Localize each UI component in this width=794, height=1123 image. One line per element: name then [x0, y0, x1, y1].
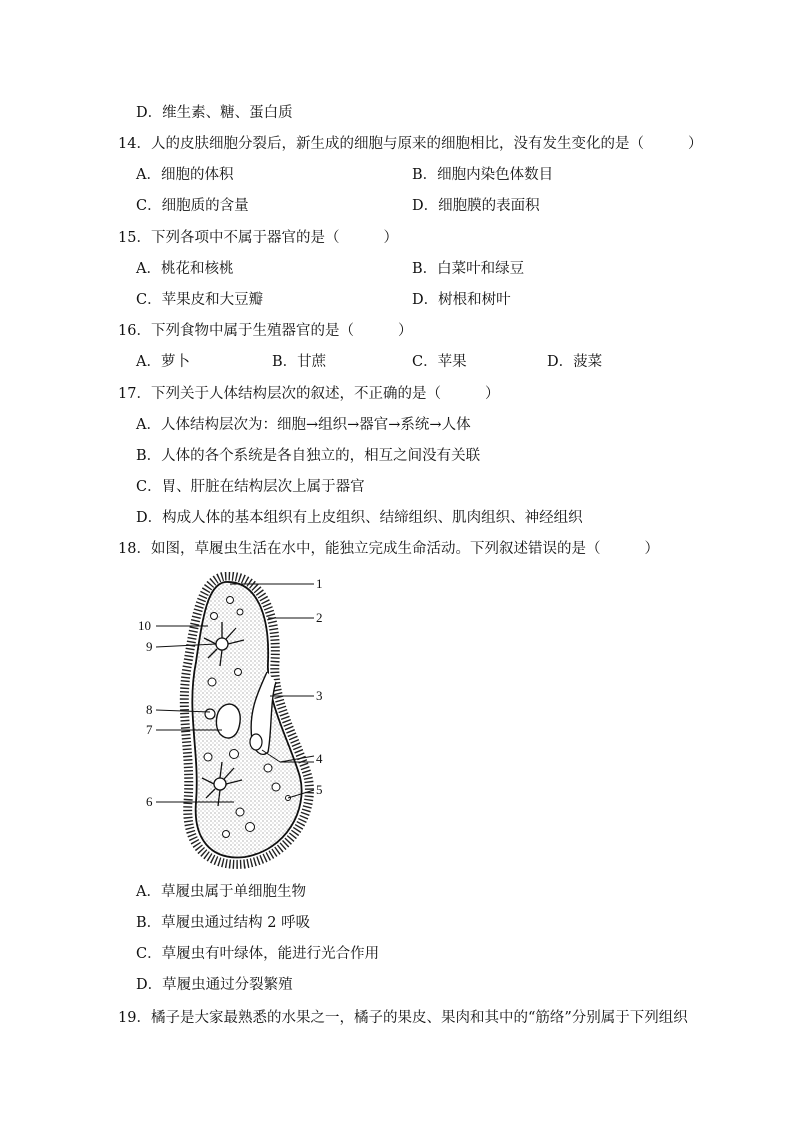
q17-option-c: C．胃、肝脏在结构层次上属于器官 [136, 479, 365, 495]
q15-stem-text: 15．下列各项中不属于器官的是（ [118, 230, 340, 246]
q16-stem-text: 16．下列食物中属于生殖器官的是（ [118, 323, 354, 339]
q18-option-c: C．草履虫有叶绿体，能进行光合作用 [136, 946, 380, 962]
q14-stem-close: ） [687, 136, 703, 152]
q14-option-b: B．细胞内染色体数目 [412, 167, 554, 183]
q17-stem-text: 17．下列关于人体结构层次的叙述，不正确的是（ [118, 386, 441, 402]
q15-option-a: A．桃花和核桃 [136, 261, 234, 277]
paramecium-figure [130, 572, 340, 872]
label-10: 10 [138, 618, 151, 633]
q17-option-d: D．构成人体的基本组织有上皮组织、结缔组织、肌肉组织、神经组织 [136, 510, 583, 526]
q14-stem [118, 134, 702, 154]
q16-option-b: B．甘蔗 [272, 354, 327, 370]
q18-option-d: D．草履虫通过分裂繁殖 [136, 977, 293, 993]
q18-option-b: B．草履虫通过结构 2 呼吸 [136, 915, 311, 931]
q16-option-a: A．萝卜 [136, 354, 190, 370]
q16-stem [118, 321, 412, 341]
label-8: 8 [146, 702, 153, 717]
food-vacuole-forming [250, 734, 262, 750]
q14-option-a: A．细胞的体积 [136, 167, 234, 183]
label-2: 2 [316, 610, 323, 625]
q18-option-a: A．草履虫属于单细胞生物 [136, 884, 306, 900]
q15-option-c: C．苹果皮和大豆瓣 [136, 292, 264, 308]
q15-stem-close: ） [383, 230, 398, 246]
label-5: 5 [316, 782, 323, 797]
q17-stem [118, 384, 499, 404]
q17-stem-close: ） [484, 386, 500, 402]
q15-option-d: D．树根和树叶 [412, 292, 511, 308]
pellicle [192, 582, 301, 858]
label-1: 1 [316, 576, 323, 591]
q14-option-c: C．细胞质的含量 [136, 198, 249, 214]
q14-stem-text: 14．人的皮肤细胞分裂后，新生成的细胞与原来的细胞相比，没有发生变化的是（ [118, 136, 644, 152]
q16-option-d: D．菠菜 [547, 354, 603, 370]
label-6: 6 [146, 794, 153, 809]
label-9: 9 [146, 639, 153, 654]
label-3: 3 [316, 688, 323, 703]
q17-option-b: B．人体的各个系统是各自独立的，相互之间没有关联 [136, 448, 481, 464]
micronucleus [205, 709, 215, 719]
q18-stem [118, 539, 659, 559]
macronucleus [216, 704, 240, 738]
q16-stem-close: ） [397, 323, 413, 339]
q17-option-a: A．人体结构层次为：细胞→组织→器官→系统→人体 [136, 417, 471, 433]
q19-stem: 19．橘子是大家最熟悉的水果之一，橘子的果皮、果肉和其中的“筋络”分别属于下列组织 [118, 1010, 688, 1026]
q15-stem [118, 228, 398, 248]
q15-option-b: B．白菜叶和绿豆 [412, 261, 525, 277]
q14-option-d: D．细胞膜的表面积 [412, 198, 540, 214]
q18-stem-close: ） [644, 541, 659, 557]
q16-option-c: C．苹果 [412, 354, 467, 370]
label-4: 4 [316, 751, 323, 766]
label-7: 7 [146, 722, 153, 737]
q18-stem-text: 18．如图，草履虫生活在水中，能独立完成生命活动。下列叙述错误的是（ [118, 541, 601, 557]
q13-option-d: D．维生素、糖、蛋白质 [136, 105, 293, 121]
